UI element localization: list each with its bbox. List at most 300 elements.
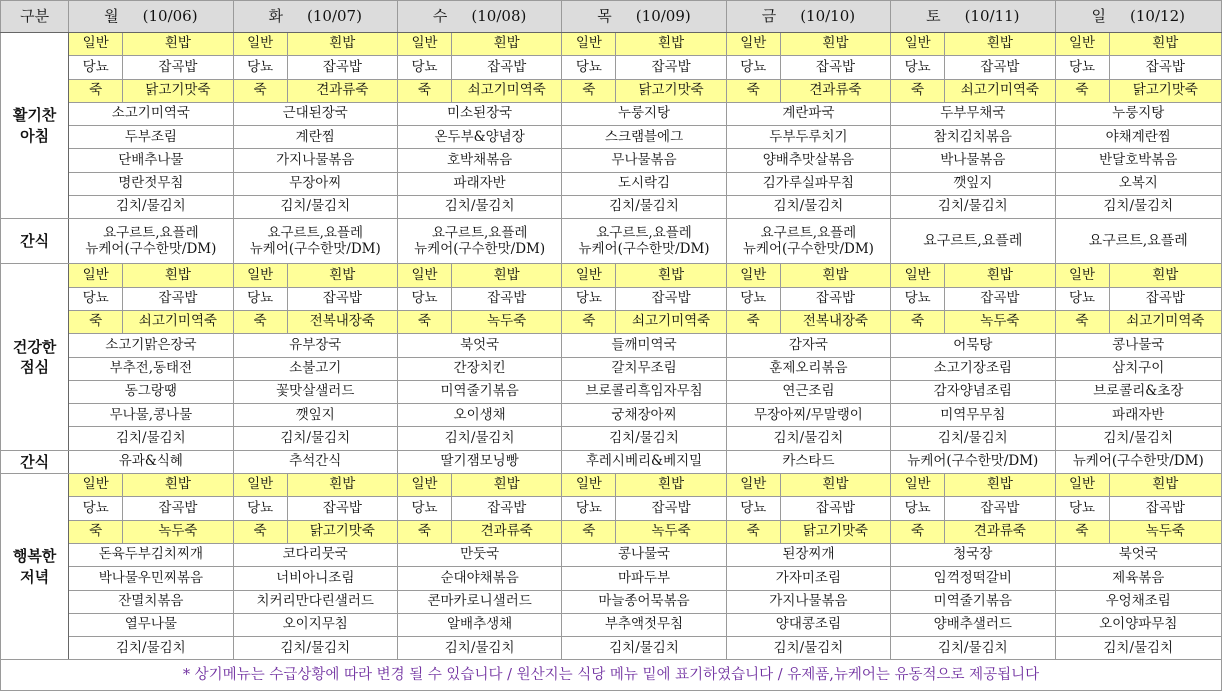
snack-item bbox=[233, 219, 397, 264]
white-rice-label: 흰밥 bbox=[1109, 264, 1221, 287]
porridge-item: 견과류죽 bbox=[287, 79, 397, 102]
section-title-line: 행복한 bbox=[12, 547, 57, 566]
menu-item: 감자국 bbox=[726, 334, 890, 357]
diabetic-label: 당뇨 bbox=[562, 497, 616, 520]
day-name: 월 bbox=[104, 7, 119, 25]
menu-item: 양대콩조림 bbox=[726, 613, 890, 636]
porridge-item: 전복내장죽 bbox=[287, 310, 397, 333]
menu-item: 소고기맑은장국 bbox=[69, 334, 233, 357]
porridge-label: 죽 bbox=[233, 310, 287, 333]
porridge-item: 닭고기맛죽 bbox=[780, 520, 890, 543]
snack-line: 뉴케어(구수한맛/DM) bbox=[249, 241, 381, 258]
menu-item: 북엇국 bbox=[1055, 543, 1222, 566]
day-date: (10/09) bbox=[635, 7, 691, 25]
porridge-item: 녹두죽 bbox=[452, 310, 562, 333]
menu-item: 계란파국 bbox=[726, 102, 890, 125]
regular-label: 일반 bbox=[891, 264, 945, 287]
snack-item: 후레시베리&베지밀 bbox=[562, 450, 726, 473]
white-rice-label: 흰밥 bbox=[616, 33, 726, 56]
menu-item: 우엉채조림 bbox=[1055, 590, 1222, 613]
white-rice-label: 흰밥 bbox=[123, 264, 233, 287]
dinner-porridge-row bbox=[1, 520, 1222, 543]
menu-item: 가자미조림 bbox=[726, 567, 890, 590]
menu-item: 훈제오리볶음 bbox=[726, 357, 890, 380]
snack1-row bbox=[1, 219, 1222, 264]
porridge-item: 녹두죽 bbox=[616, 520, 726, 543]
menu-item: 깻잎지 bbox=[891, 172, 1055, 195]
snack-item: 요구르트,요플레 bbox=[891, 219, 1055, 264]
lunch-dish-row bbox=[1, 404, 1222, 427]
diabetic-label: 당뇨 bbox=[562, 287, 616, 310]
menu-item: 김치/물김치 bbox=[397, 196, 561, 219]
multigrain-rice-label: 잡곡밥 bbox=[452, 287, 562, 310]
white-rice-label: 흰밥 bbox=[945, 264, 1055, 287]
porridge-label: 죽 bbox=[233, 79, 287, 102]
multigrain-rice-label: 잡곡밥 bbox=[287, 287, 397, 310]
footer-note: * 상기메뉴는 수급상황에 따라 변경 될 수 있습니다 / 원산지는 식당 메뉴 밑에 표기하였습니다 / 유제품,뉴케어는 유동적으로 제공됩니다 bbox=[1, 660, 1222, 691]
porridge-label: 죽 bbox=[726, 310, 780, 333]
menu-item: 미역줄기볶음 bbox=[891, 590, 1055, 613]
white-rice-label: 흰밥 bbox=[452, 264, 562, 287]
day-header bbox=[69, 1, 233, 33]
diabetic-label: 당뇨 bbox=[233, 287, 287, 310]
white-rice-label: 흰밥 bbox=[1109, 33, 1221, 56]
lunch-dish-row bbox=[1, 334, 1222, 357]
diabetic-label: 당뇨 bbox=[233, 497, 287, 520]
porridge-label: 죽 bbox=[891, 79, 945, 102]
snack-item: 카스타드 bbox=[726, 450, 890, 473]
diabetic-label: 당뇨 bbox=[69, 56, 123, 79]
menu-item: 궁채장아찌 bbox=[562, 404, 726, 427]
menu-item: 김치/물김치 bbox=[397, 427, 561, 450]
menu-item: 김치/물김치 bbox=[233, 196, 397, 219]
porridge-label: 죽 bbox=[397, 79, 451, 102]
lunch-porridge-row bbox=[1, 310, 1222, 333]
porridge-item: 녹두죽 bbox=[123, 520, 233, 543]
menu-item: 알배추생채 bbox=[397, 613, 561, 636]
menu-item: 오이지무침 bbox=[233, 613, 397, 636]
day-date: (10/10) bbox=[800, 7, 856, 25]
breakfast-dish-row bbox=[1, 126, 1222, 149]
porridge-item: 견과류죽 bbox=[945, 520, 1055, 543]
dinner-dish-row bbox=[1, 567, 1222, 590]
menu-item: 북엇국 bbox=[397, 334, 561, 357]
multigrain-rice-label: 잡곡밥 bbox=[616, 497, 726, 520]
menu-item: 열무나물 bbox=[69, 613, 233, 636]
menu-item: 호박채볶음 bbox=[397, 149, 561, 172]
menu-item: 마파두부 bbox=[562, 567, 726, 590]
menu-item: 명란젓무침 bbox=[69, 172, 233, 195]
porridge-label: 죽 bbox=[891, 520, 945, 543]
white-rice-label: 흰밥 bbox=[945, 474, 1055, 497]
lunch-section-title bbox=[1, 264, 69, 450]
snack-line: 요구르트,요플레 bbox=[103, 225, 199, 242]
diabetic-label: 당뇨 bbox=[562, 56, 616, 79]
porridge-item: 견과류죽 bbox=[452, 520, 562, 543]
breakfast-porridge-row bbox=[1, 79, 1222, 102]
white-rice-label: 흰밥 bbox=[780, 474, 890, 497]
menu-item: 무나물,콩나물 bbox=[69, 404, 233, 427]
menu-item: 김치/물김치 bbox=[233, 637, 397, 660]
multigrain-rice-label: 잡곡밥 bbox=[123, 287, 233, 310]
menu-item: 무장아찌 bbox=[233, 172, 397, 195]
day-header bbox=[726, 1, 890, 33]
regular-label: 일반 bbox=[233, 474, 287, 497]
snack-line: 요구르트,요플레 bbox=[431, 225, 528, 242]
menu-item: 가지나물볶음 bbox=[233, 149, 397, 172]
white-rice-label: 흰밥 bbox=[287, 474, 397, 497]
multigrain-rice-label: 잡곡밥 bbox=[945, 497, 1055, 520]
menu-item: 참치김치볶음 bbox=[891, 126, 1055, 149]
footer-row bbox=[1, 660, 1222, 691]
menu-item: 동그랑땡 bbox=[69, 380, 233, 403]
snack-item: 뉴케어(구수한맛/DM) bbox=[1055, 450, 1222, 473]
section-title-line: 활기찬 bbox=[12, 106, 57, 125]
dinner-dish-row bbox=[1, 637, 1222, 660]
lunch-diabetic-row bbox=[1, 287, 1222, 310]
menu-item: 양배추샐러드 bbox=[891, 613, 1055, 636]
snack-line: 뉴케어(구수한맛/DM) bbox=[414, 241, 546, 258]
regular-label: 일반 bbox=[233, 33, 287, 56]
dinner-dish-row bbox=[1, 543, 1222, 566]
menu-item: 소불고기 bbox=[233, 357, 397, 380]
snack-item bbox=[562, 219, 726, 264]
regular-label: 일반 bbox=[891, 474, 945, 497]
menu-item: 김치/물김치 bbox=[1055, 427, 1222, 450]
menu-item: 누룽지탕 bbox=[562, 102, 726, 125]
menu-item: 김치/물김치 bbox=[726, 637, 890, 660]
regular-label: 일반 bbox=[233, 264, 287, 287]
menu-item: 김치/물김치 bbox=[233, 427, 397, 450]
menu-item: 김치/물김치 bbox=[397, 637, 561, 660]
menu-item: 삼치구이 bbox=[1055, 357, 1222, 380]
snack2-section-title: 간식 bbox=[1, 450, 69, 473]
porridge-label: 죽 bbox=[562, 79, 616, 102]
day-name: 토 bbox=[926, 7, 941, 25]
multigrain-rice-label: 잡곡밥 bbox=[616, 56, 726, 79]
menu-item: 들깨미역국 bbox=[562, 334, 726, 357]
diabetic-label: 당뇨 bbox=[233, 56, 287, 79]
menu-item: 제육볶음 bbox=[1055, 567, 1222, 590]
menu-item: 감자양념조림 bbox=[891, 380, 1055, 403]
porridge-item: 쇠고기미역죽 bbox=[452, 79, 562, 102]
diabetic-label: 당뇨 bbox=[891, 497, 945, 520]
menu-item: 김치/물김치 bbox=[562, 637, 726, 660]
diabetic-label: 당뇨 bbox=[397, 497, 451, 520]
white-rice-label: 흰밥 bbox=[945, 33, 1055, 56]
diabetic-label: 당뇨 bbox=[726, 287, 780, 310]
diabetic-label: 당뇨 bbox=[726, 56, 780, 79]
porridge-label: 죽 bbox=[397, 310, 451, 333]
section-title-line: 아침 bbox=[20, 126, 50, 145]
multigrain-rice-label: 잡곡밥 bbox=[780, 56, 890, 79]
menu-item: 미역줄기볶음 bbox=[397, 380, 561, 403]
menu-item: 파래자반 bbox=[1055, 404, 1222, 427]
porridge-label: 죽 bbox=[726, 79, 780, 102]
white-rice-label: 흰밥 bbox=[452, 33, 562, 56]
day-name: 목 bbox=[597, 7, 612, 25]
menu-item: 김치/물김치 bbox=[726, 427, 890, 450]
menu-item: 미역무무침 bbox=[891, 404, 1055, 427]
menu-item: 마늘종어묵볶음 bbox=[562, 590, 726, 613]
white-rice-label: 흰밥 bbox=[616, 474, 726, 497]
diabetic-label: 당뇨 bbox=[69, 497, 123, 520]
regular-label: 일반 bbox=[1055, 474, 1109, 497]
snack-item: 추석간식 bbox=[233, 450, 397, 473]
menu-item: 소고기미역국 bbox=[69, 102, 233, 125]
multigrain-rice-label: 잡곡밥 bbox=[287, 56, 397, 79]
porridge-item: 쇠고기미역죽 bbox=[945, 79, 1055, 102]
menu-item: 소고기장조림 bbox=[891, 357, 1055, 380]
menu-item: 만둣국 bbox=[397, 543, 561, 566]
day-date: (10/12) bbox=[1130, 7, 1185, 25]
snack-line: 요구르트,요플레 bbox=[267, 225, 364, 242]
porridge-item: 녹두죽 bbox=[1109, 520, 1221, 543]
porridge-item: 쇠고기미역죽 bbox=[616, 310, 726, 333]
breakfast-dish-row bbox=[1, 102, 1222, 125]
menu-item: 간장치킨 bbox=[397, 357, 561, 380]
menu-item: 반달호박볶음 bbox=[1055, 149, 1222, 172]
porridge-item: 닭고기맛죽 bbox=[287, 520, 397, 543]
dinner-dish-row bbox=[1, 590, 1222, 613]
header-row bbox=[1, 1, 1222, 33]
menu-item: 김치/물김치 bbox=[69, 637, 233, 660]
menu-item: 도시락김 bbox=[562, 172, 726, 195]
menu-item: 브로콜리흑임자무침 bbox=[562, 380, 726, 403]
regular-label: 일반 bbox=[1055, 33, 1109, 56]
regular-label: 일반 bbox=[397, 474, 451, 497]
lunch-regular-row bbox=[1, 264, 1222, 287]
snack-item bbox=[397, 219, 561, 264]
menu-item: 두부조림 bbox=[69, 126, 233, 149]
menu-item: 된장찌개 bbox=[726, 543, 890, 566]
snack2-row bbox=[1, 450, 1222, 473]
breakfast-dish-row bbox=[1, 172, 1222, 195]
menu-item: 야채계란찜 bbox=[1055, 126, 1222, 149]
menu-item: 잔멸치볶음 bbox=[69, 590, 233, 613]
diabetic-label: 당뇨 bbox=[1055, 56, 1109, 79]
porridge-item: 녹두죽 bbox=[945, 310, 1055, 333]
menu-item: 김치/물김치 bbox=[891, 196, 1055, 219]
day-header bbox=[562, 1, 726, 33]
porridge-label: 죽 bbox=[233, 520, 287, 543]
lunch-dish-row bbox=[1, 380, 1222, 403]
multigrain-rice-label: 잡곡밥 bbox=[452, 497, 562, 520]
menu-item: 박나물우민찌볶음 bbox=[69, 567, 233, 590]
multigrain-rice-label: 잡곡밥 bbox=[1109, 56, 1221, 79]
menu-item: 김치/물김치 bbox=[562, 196, 726, 219]
day-date: (10/07) bbox=[307, 7, 362, 25]
menu-item: 미소된장국 bbox=[397, 102, 561, 125]
breakfast-dish-row bbox=[1, 196, 1222, 219]
menu-item: 너비아니조림 bbox=[233, 567, 397, 590]
lunch-dish-row bbox=[1, 427, 1222, 450]
multigrain-rice-label: 잡곡밥 bbox=[1109, 287, 1221, 310]
diabetic-label: 당뇨 bbox=[726, 497, 780, 520]
menu-item: 김가루실파무침 bbox=[726, 172, 890, 195]
menu-item: 깻잎지 bbox=[233, 404, 397, 427]
snack-item bbox=[726, 219, 890, 264]
day-header bbox=[891, 1, 1055, 33]
regular-label: 일반 bbox=[397, 264, 451, 287]
menu-item: 콘마카로니샐러드 bbox=[397, 590, 561, 613]
diabetic-label: 당뇨 bbox=[69, 287, 123, 310]
multigrain-rice-label: 잡곡밥 bbox=[780, 497, 890, 520]
regular-label: 일반 bbox=[562, 264, 616, 287]
white-rice-label: 흰밥 bbox=[123, 474, 233, 497]
menu-item: 무나물볶음 bbox=[562, 149, 726, 172]
menu-item: 김치/물김치 bbox=[69, 427, 233, 450]
multigrain-rice-label: 잡곡밥 bbox=[945, 287, 1055, 310]
dinner-section-title bbox=[1, 474, 69, 660]
porridge-label: 죽 bbox=[1055, 79, 1109, 102]
day-date: (10/06) bbox=[142, 7, 198, 25]
menu-item: 파래자반 bbox=[397, 172, 561, 195]
menu-item: 김치/물김치 bbox=[562, 427, 726, 450]
porridge-label: 죽 bbox=[397, 520, 451, 543]
snack1-section-title: 간식 bbox=[1, 219, 69, 264]
menu-item: 연근조림 bbox=[726, 380, 890, 403]
diabetic-label: 당뇨 bbox=[891, 56, 945, 79]
menu-item: 치커리만다린샐러드 bbox=[233, 590, 397, 613]
menu-item: 두부무채국 bbox=[891, 102, 1055, 125]
menu-item: 오복지 bbox=[1055, 172, 1222, 195]
menu-item: 콩나물국 bbox=[562, 543, 726, 566]
breakfast-dish-row bbox=[1, 149, 1222, 172]
white-rice-label: 흰밥 bbox=[780, 33, 890, 56]
multigrain-rice-label: 잡곡밥 bbox=[945, 56, 1055, 79]
menu-item: 김치/물김치 bbox=[1055, 196, 1222, 219]
white-rice-label: 흰밥 bbox=[1109, 474, 1221, 497]
regular-label: 일반 bbox=[562, 33, 616, 56]
menu-item: 청국장 bbox=[891, 543, 1055, 566]
regular-label: 일반 bbox=[69, 33, 123, 56]
menu-item: 가지나물볶음 bbox=[726, 590, 890, 613]
regular-label: 일반 bbox=[69, 474, 123, 497]
menu-item: 부추전,동태전 bbox=[69, 357, 233, 380]
menu-item: 부추액젓무침 bbox=[562, 613, 726, 636]
menu-item: 박나물볶음 bbox=[891, 149, 1055, 172]
porridge-label: 죽 bbox=[69, 310, 123, 333]
snack-item: 유과&식혜 bbox=[69, 450, 233, 473]
menu-item: 근대된장국 bbox=[233, 102, 397, 125]
menu-item: 스크램블에그 bbox=[562, 126, 726, 149]
menu-item: 임꺽정떡갈비 bbox=[891, 567, 1055, 590]
white-rice-label: 흰밥 bbox=[616, 264, 726, 287]
white-rice-label: 흰밥 bbox=[452, 474, 562, 497]
breakfast-diabetic-row bbox=[1, 56, 1222, 79]
porridge-label: 죽 bbox=[891, 310, 945, 333]
snack-item bbox=[69, 219, 233, 264]
menu-item: 단배추나물 bbox=[69, 149, 233, 172]
dinner-dish-row bbox=[1, 613, 1222, 636]
menu-item: 누룽지탕 bbox=[1055, 102, 1222, 125]
porridge-item: 전복내장죽 bbox=[780, 310, 890, 333]
lunch-dish-row bbox=[1, 357, 1222, 380]
regular-label: 일반 bbox=[562, 474, 616, 497]
snack-line: 요구르트,요플레 bbox=[760, 225, 857, 242]
porridge-item: 닭고기맛죽 bbox=[616, 79, 726, 102]
menu-item: 김치/물김치 bbox=[726, 196, 890, 219]
porridge-item: 닭고기맛죽 bbox=[1109, 79, 1221, 102]
diabetic-label: 당뇨 bbox=[891, 287, 945, 310]
section-title-line: 점심 bbox=[20, 358, 50, 377]
snack-line: 뉴케어(구수한맛/DM) bbox=[578, 241, 710, 258]
multigrain-rice-label: 잡곡밥 bbox=[123, 56, 233, 79]
menu-item: 돈육두부김치찌개 bbox=[69, 543, 233, 566]
diabetic-label: 당뇨 bbox=[1055, 497, 1109, 520]
day-header bbox=[1055, 1, 1222, 33]
diabetic-label: 당뇨 bbox=[397, 287, 451, 310]
white-rice-label: 흰밥 bbox=[780, 264, 890, 287]
porridge-label: 죽 bbox=[69, 520, 123, 543]
menu-item: 양배추맛살볶음 bbox=[726, 149, 890, 172]
menu-item: 순대야채볶음 bbox=[397, 567, 561, 590]
menu-item: 김치/물김치 bbox=[69, 196, 233, 219]
menu-item: 오이양파무침 bbox=[1055, 613, 1222, 636]
day-header bbox=[397, 1, 561, 33]
white-rice-label: 흰밥 bbox=[123, 33, 233, 56]
multigrain-rice-label: 잡곡밥 bbox=[452, 56, 562, 79]
multigrain-rice-label: 잡곡밥 bbox=[780, 287, 890, 310]
menu-item: 유부장국 bbox=[233, 334, 397, 357]
multigrain-rice-label: 잡곡밥 bbox=[287, 497, 397, 520]
day-date: (10/11) bbox=[964, 7, 1020, 25]
snack-item: 뉴케어(구수한맛/DM) bbox=[891, 450, 1055, 473]
snack-line: 요구르트,요플레 bbox=[596, 225, 692, 242]
menu-item: 코다리뭇국 bbox=[233, 543, 397, 566]
menu-item: 온두부&양념장 bbox=[397, 126, 561, 149]
day-header bbox=[233, 1, 397, 33]
snack-line: 뉴케어(구수한맛/DM) bbox=[742, 241, 874, 258]
menu-item: 두부두루치기 bbox=[726, 126, 890, 149]
porridge-label: 죽 bbox=[69, 79, 123, 102]
multigrain-rice-label: 잡곡밥 bbox=[123, 497, 233, 520]
breakfast-regular-row bbox=[1, 33, 1222, 56]
porridge-label: 죽 bbox=[726, 520, 780, 543]
dinner-regular-row bbox=[1, 474, 1222, 497]
dinner-diabetic-row bbox=[1, 497, 1222, 520]
section-title-line: 건강한 bbox=[12, 337, 57, 356]
day-name: 금 bbox=[761, 7, 777, 25]
diabetic-label: 당뇨 bbox=[397, 56, 451, 79]
menu-item: 김치/물김치 bbox=[1055, 637, 1222, 660]
white-rice-label: 흰밥 bbox=[287, 33, 397, 56]
snack-item: 딸기잼모닝빵 bbox=[397, 450, 561, 473]
day-name: 화 bbox=[268, 7, 284, 25]
menu-item: 오이생채 bbox=[397, 404, 561, 427]
diabetic-label: 당뇨 bbox=[1055, 287, 1109, 310]
regular-label: 일반 bbox=[726, 264, 780, 287]
menu-item: 김치/물김치 bbox=[891, 427, 1055, 450]
regular-label: 일반 bbox=[726, 33, 780, 56]
regular-label: 일반 bbox=[726, 474, 780, 497]
day-date: (10/08) bbox=[471, 7, 527, 25]
porridge-label: 죽 bbox=[562, 520, 616, 543]
menu-item: 꽃맛살샐러드 bbox=[233, 380, 397, 403]
porridge-item: 견과류죽 bbox=[780, 79, 890, 102]
menu-body bbox=[1, 1, 1222, 691]
regular-label: 일반 bbox=[69, 264, 123, 287]
porridge-label: 죽 bbox=[1055, 310, 1109, 333]
menu-item: 계란찜 bbox=[233, 126, 397, 149]
menu-item: 갈치무조림 bbox=[562, 357, 726, 380]
porridge-item: 닭고기맛죽 bbox=[123, 79, 233, 102]
menu-item: 무장아찌/무말랭이 bbox=[726, 404, 890, 427]
regular-label: 일반 bbox=[397, 33, 451, 56]
multigrain-rice-label: 잡곡밥 bbox=[616, 287, 726, 310]
snack-item: 요구르트,요플레 bbox=[1055, 219, 1222, 264]
